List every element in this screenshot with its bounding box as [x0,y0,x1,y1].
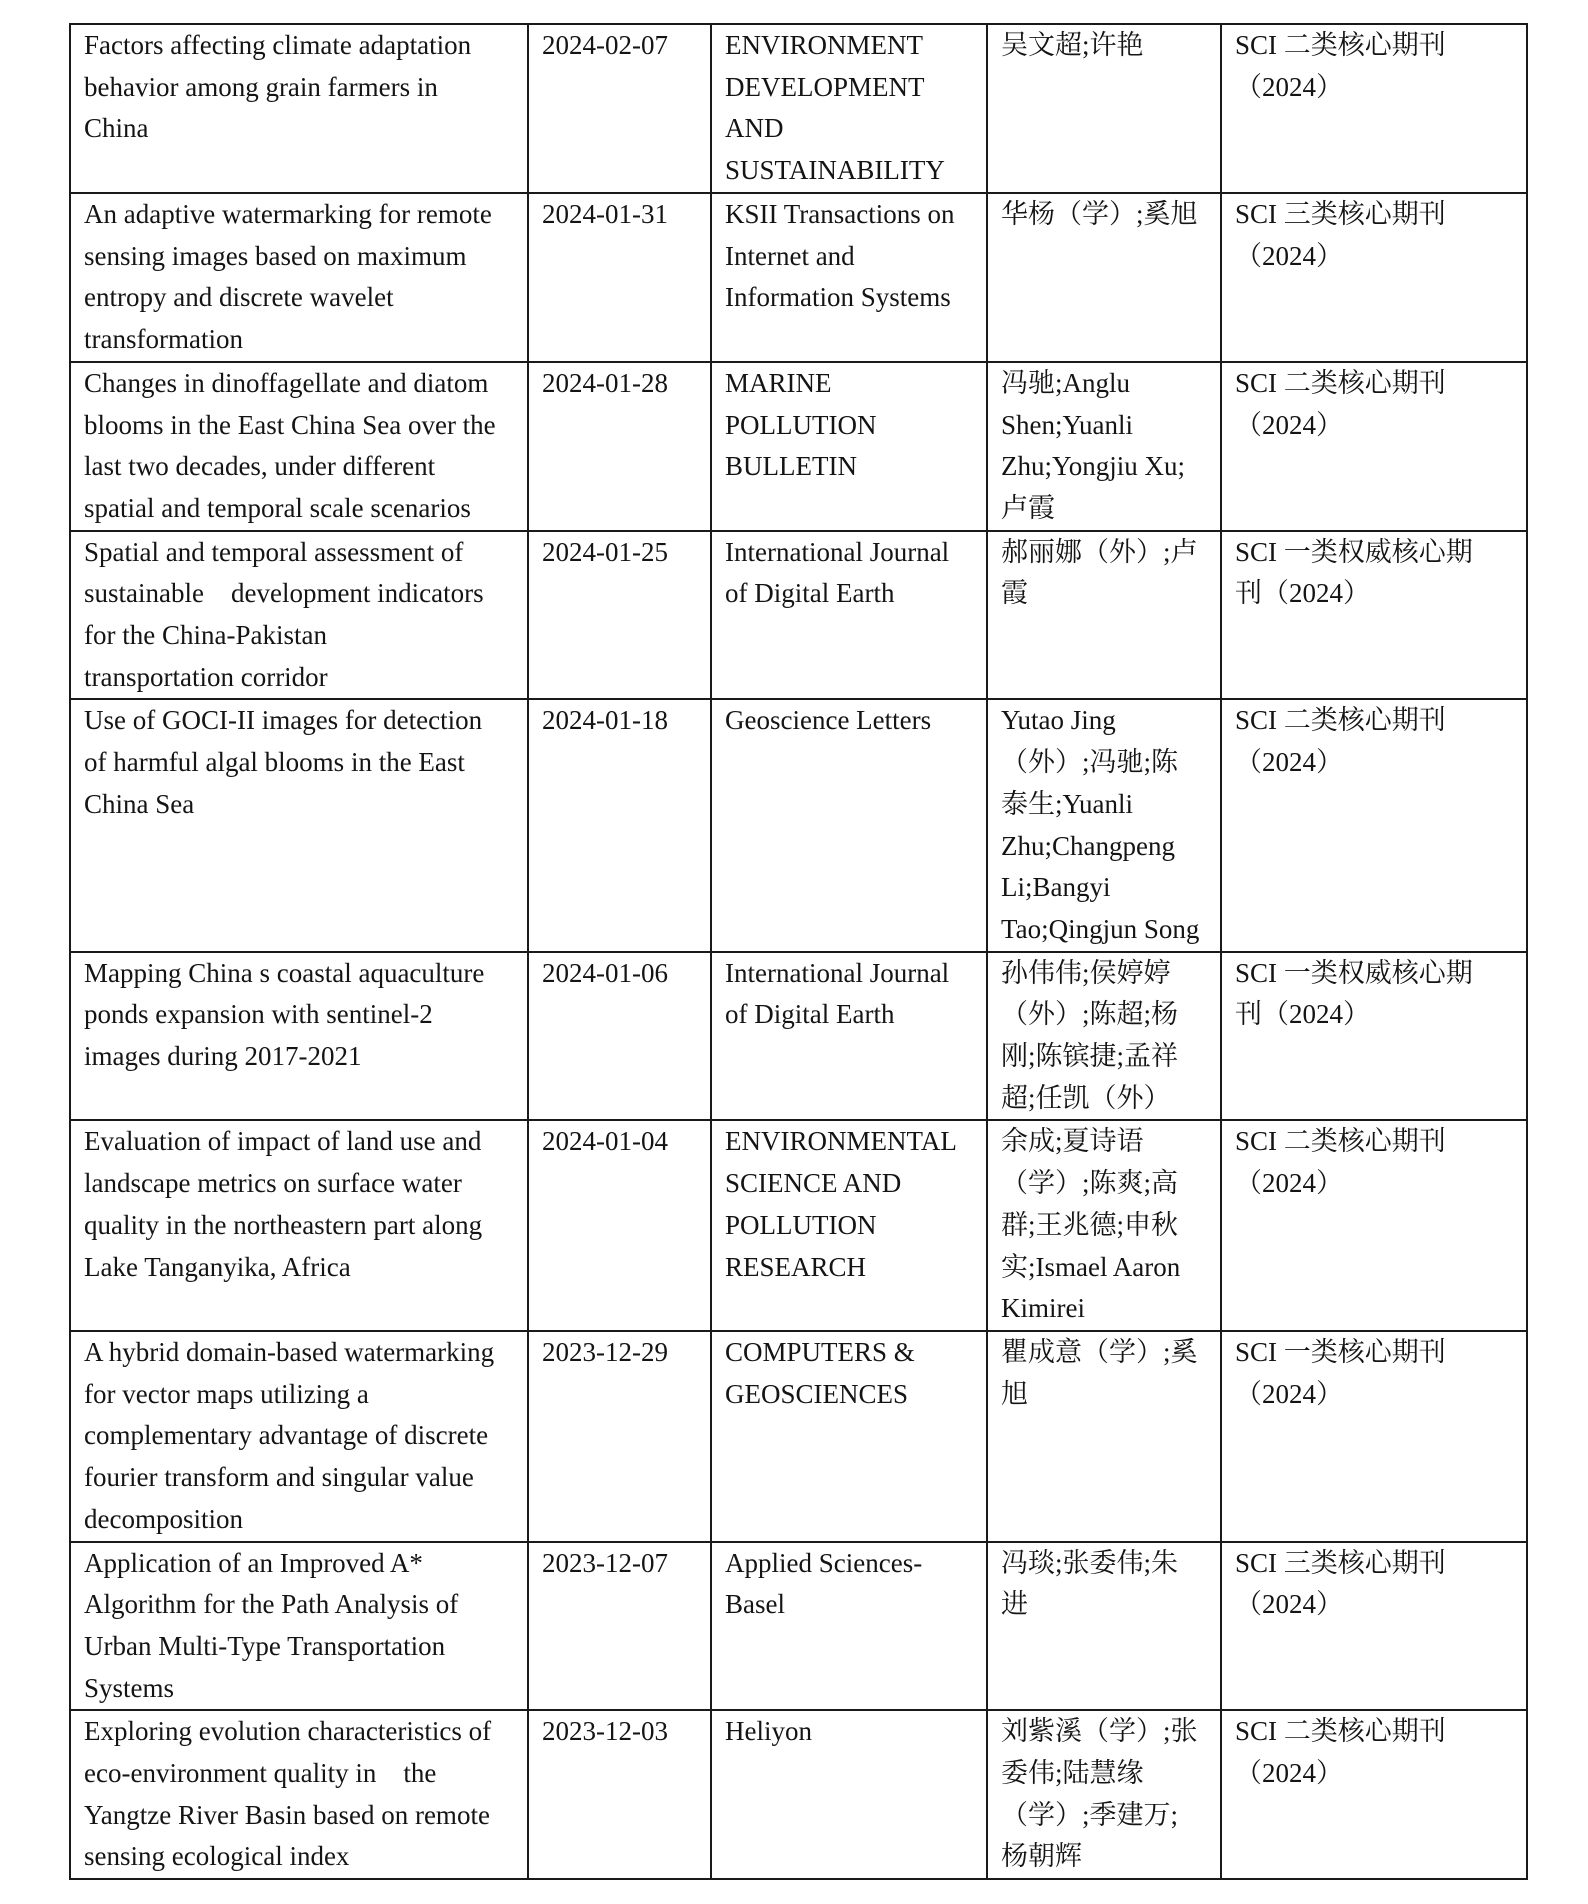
publish-date: 2024-02-07 [542,30,668,60]
journal-name-line: Information Systems [725,282,951,313]
paper-title-cell [70,1331,528,1542]
journal-name-line: International Journal [725,957,950,988]
paper-title-line: images during 2017-2021 [84,1041,362,1072]
authors-line: Kimirei [1001,1293,1085,1324]
authors-cell [987,1710,1221,1879]
journal-name-line: KSII Transactions on [725,199,955,229]
authors-line: 刘紫溪（学）;张 [1001,1716,1198,1747]
publish-date: 2024-01-25 [542,536,668,567]
journal-category-cell [1221,1120,1527,1331]
paper-title-cell [70,952,528,1121]
publications-table-body [70,24,1527,1879]
journal-category-line: SCI 二类核心期刊 [1235,1716,1446,1747]
paper-title-line: Evaluation of impact of land use and [84,1126,482,1157]
paper-title-line: Urban Multi-Type Transportation [84,1630,446,1661]
authors-line: Li;Bangyi [1001,872,1111,903]
authors-line: 杨朝辉 [1001,1841,1082,1872]
paper-title-line: Exploring evolution characteristics of [84,1716,492,1747]
publish-date: 2024-01-06 [542,957,668,988]
authors-line: 冯琰;张委伟;朱 [1001,1547,1179,1578]
journal-category-line: SCI 二类核心期刊 [1235,30,1446,60]
publish-date-cell [528,1710,711,1879]
publication-row [70,531,1527,700]
authors-line: 郝丽娜（外）;卢 [1001,536,1198,567]
publish-date: 2024-01-18 [542,705,668,736]
publication-row [70,952,1527,1121]
journal-name-line: SUSTAINABILITY [725,155,945,186]
paper-title-line: transportation corridor [84,661,328,692]
publish-date: 2023-12-03 [542,1716,668,1747]
authors-line: 余成;夏诗语 [1001,1126,1144,1157]
paper-title-line: eco-environment quality in the [84,1758,437,1789]
journal-category-cell [1221,531,1527,700]
authors-line: Tao;Qingjun Song [1001,913,1200,944]
paper-title-line: transformation [84,324,243,355]
journal-category-line: SCI 二类核心期刊 [1235,705,1446,736]
publish-date-cell [528,531,711,700]
journal-name-line: Basel [725,1589,785,1620]
paper-title-line: Lake Tanganyika, Africa [84,1251,351,1282]
journal-category-line: （2024） [1235,409,1343,440]
authors-line: 群;王兆德;申秋 [1001,1209,1179,1240]
authors-line: 泰生;Yuanli [1001,788,1133,819]
journal-category-cell [1221,1710,1527,1879]
authors-line: Zhu;Yongjiu Xu; [1001,451,1186,482]
paper-title-line: fourier transform and singular value [84,1462,474,1493]
authors-line: 孙伟伟;侯婷婷 [1001,957,1171,988]
journal-category-line: SCI 一类核心期刊 [1235,1336,1446,1367]
journal-category-line: 刊（2024） [1235,578,1370,609]
publication-row [70,24,1527,193]
journal-name-line: AND [725,113,784,144]
paper-title-line: Mapping China s coastal aquaculture [84,957,485,988]
authors-line: 霞 [1001,578,1028,609]
paper-title-line: for vector maps utilizing a [84,1378,369,1409]
authors-line: 委伟;陆慧缘 [1001,1758,1144,1789]
journal-name-line: SCIENCE AND [725,1168,902,1199]
journal-name-cell [711,1542,987,1711]
journal-category-cell [1221,193,1527,362]
journal-category-cell [1221,362,1527,531]
publish-date: 2024-01-31 [542,199,668,229]
journal-name-cell [711,1710,987,1879]
journal-category-line: （2024） [1235,747,1343,778]
journal-category-line: SCI 二类核心期刊 [1235,1126,1446,1157]
paper-title-line: Changes in dinoffagellate and diatom [84,367,489,398]
journal-name-line: POLLUTION [725,409,877,440]
authors-line: 实;Ismael Aaron [1001,1251,1181,1282]
journal-category-line: 刊（2024） [1235,999,1370,1030]
authors-line: （学）;季建万; [1001,1799,1179,1830]
publish-date-cell [528,1120,711,1331]
journal-name-cell [711,952,987,1121]
paper-title-line: landscape metrics on surface water [84,1168,462,1199]
journal-category-line: （2024） [1235,1168,1343,1199]
journal-name-line: RESEARCH [725,1251,867,1282]
journal-category-line: SCI 三类核心期刊 [1235,1547,1446,1578]
journal-category-line: SCI 二类核心期刊 [1235,367,1446,398]
authors-line: （学）;陈爽;高 [1001,1168,1179,1199]
paper-title-line: Yangtze River Basin based on remote [84,1799,490,1830]
paper-title-cell [70,193,528,362]
authors-cell [987,1120,1221,1331]
authors-cell [987,1331,1221,1542]
paper-title-line: Spatial and temporal assessment of [84,536,464,567]
journal-name-line: MARINE [725,367,832,398]
journal-category-line: （2024） [1235,1589,1343,1620]
paper-title-line: spatial and temporal scale scenarios [84,492,471,523]
paper-title-cell [70,362,528,531]
authors-line: （外）;冯驰;陈 [1001,747,1179,778]
publication-row [70,193,1527,362]
publications-table [69,23,1528,1880]
journal-category-line: SCI 一类权威核心期 [1235,536,1473,567]
paper-title-line: China Sea [84,788,195,819]
publication-row [70,1331,1527,1542]
paper-title-cell [70,1542,528,1711]
publication-row [70,1120,1527,1331]
publication-row [70,1542,1527,1711]
authors-line: 瞿成意（学）;奚 [1001,1336,1198,1367]
paper-title-line: Algorithm for the Path Analysis of [84,1589,459,1620]
journal-name-line: International Journal [725,536,950,567]
journal-category-cell [1221,1542,1527,1711]
publish-date-cell [528,1542,711,1711]
journal-category-line: SCI 一类权威核心期 [1235,957,1473,988]
journal-name-cell [711,362,987,531]
publish-date: 2023-12-29 [542,1336,668,1367]
authors-cell [987,952,1221,1121]
publish-date: 2024-01-28 [542,367,668,398]
paper-title-line: ponds expansion with sentinel-2 [84,999,433,1030]
journal-category-line: SCI 三类核心期刊 [1235,199,1446,229]
paper-title-line: for the China-Pakistan [84,620,327,651]
publish-date-cell [528,362,711,531]
authors-line: 超;任凯（外） [1001,1082,1171,1113]
paper-title-line: decomposition [84,1503,243,1534]
authors-line: （外）;陈超;杨 [1001,999,1179,1030]
paper-title-cell [70,1120,528,1331]
journal-name-cell [711,24,987,193]
journal-category-line: （2024） [1235,1378,1343,1409]
journal-name-line: COMPUTERS & [725,1336,915,1367]
paper-title-line: last two decades, under different [84,451,436,482]
journal-name-line: Heliyon [725,1716,812,1747]
paper-title-cell [70,1710,528,1879]
authors-cell [987,193,1221,362]
authors-line: Yutao Jing [1001,705,1116,736]
authors-cell [987,1542,1221,1711]
publication-row [70,1710,1527,1879]
authors-cell [987,24,1221,193]
paper-title-cell [70,24,528,193]
journal-name-cell [711,1331,987,1542]
journal-name-line: Geoscience Letters [725,705,932,736]
publish-date-cell [528,1331,711,1542]
journal-name-cell [711,193,987,362]
authors-line: 冯驰;Anglu [1001,367,1131,398]
paper-title-line: Application of an Improved A* [84,1547,423,1578]
paper-title-line: sustainable development indicators [84,578,484,609]
authors-cell [987,531,1221,700]
paper-title-line: behavior among grain farmers in [84,71,438,102]
journal-category-cell [1221,952,1527,1121]
publish-date-cell [528,699,711,951]
journal-name-line: BULLETIN [725,451,857,482]
journal-category-cell [1221,699,1527,951]
authors-line: 卢霞 [1001,492,1055,523]
publish-date-cell [528,952,711,1121]
paper-title-cell [70,531,528,700]
authors-cell [987,699,1221,951]
paper-title-line: complementary advantage of discrete [84,1420,489,1451]
journal-name-line: of Digital Earth [725,578,895,609]
authors-line: 华杨（学）;奚旭 [1001,199,1198,229]
paper-title-line: entropy and discrete wavelet [84,282,394,313]
journal-name-cell [711,1120,987,1331]
paper-title-line: blooms in the East China Sea over the [84,409,496,440]
journal-category-line: （2024） [1235,240,1343,271]
publication-row [70,362,1527,531]
journal-category-line: （2024） [1235,71,1343,102]
paper-title-line: Systems [84,1672,175,1703]
paper-title-line: A hybrid domain-based watermarking [84,1336,495,1367]
journal-name-line: ENVIRONMENT [725,30,923,60]
paper-title-line: sensing images based on maximum [84,240,467,271]
journal-name-cell [711,531,987,700]
paper-title-line: An adaptive watermarking for remote [84,199,492,229]
paper-title-line: of harmful algal blooms in the East [84,747,465,778]
journal-category-line: （2024） [1235,1758,1343,1789]
journal-name-line: Internet and [725,240,855,271]
journal-name-line: POLLUTION [725,1209,877,1240]
paper-title-line: Use of GOCI-II images for detection [84,705,483,736]
publication-row [70,699,1527,951]
journal-category-cell [1221,1331,1527,1542]
authors-line: Shen;Yuanli [1001,409,1133,440]
publish-date-cell [528,193,711,362]
journal-name-line: DEVELOPMENT [725,71,925,102]
journal-name-line: ENVIRONMENTAL [725,1126,957,1157]
authors-line: Zhu;Changpeng [1001,830,1175,861]
authors-line: 刚;陈镔捷;孟祥 [1001,1041,1179,1072]
paper-title-cell [70,699,528,951]
paper-title-line: quality in the northeastern part along [84,1209,483,1240]
journal-name-line: Applied Sciences- [725,1547,923,1578]
authors-line: 吴文超;许艳 [1001,30,1144,60]
publish-date-cell [528,24,711,193]
authors-line: 进 [1001,1589,1028,1620]
publish-date: 2023-12-07 [542,1547,668,1578]
journal-name-line: GEOSCIENCES [725,1378,909,1409]
journal-name-line: of Digital Earth [725,999,895,1030]
publish-date: 2024-01-04 [542,1126,668,1157]
paper-title-line: sensing ecological index [84,1841,350,1872]
paper-title-line: China [84,113,149,144]
authors-cell [987,362,1221,531]
journal-category-cell [1221,24,1527,193]
journal-name-cell [711,699,987,951]
paper-title-line: Factors affecting climate adaptation [84,30,472,60]
authors-line: 旭 [1001,1378,1028,1409]
